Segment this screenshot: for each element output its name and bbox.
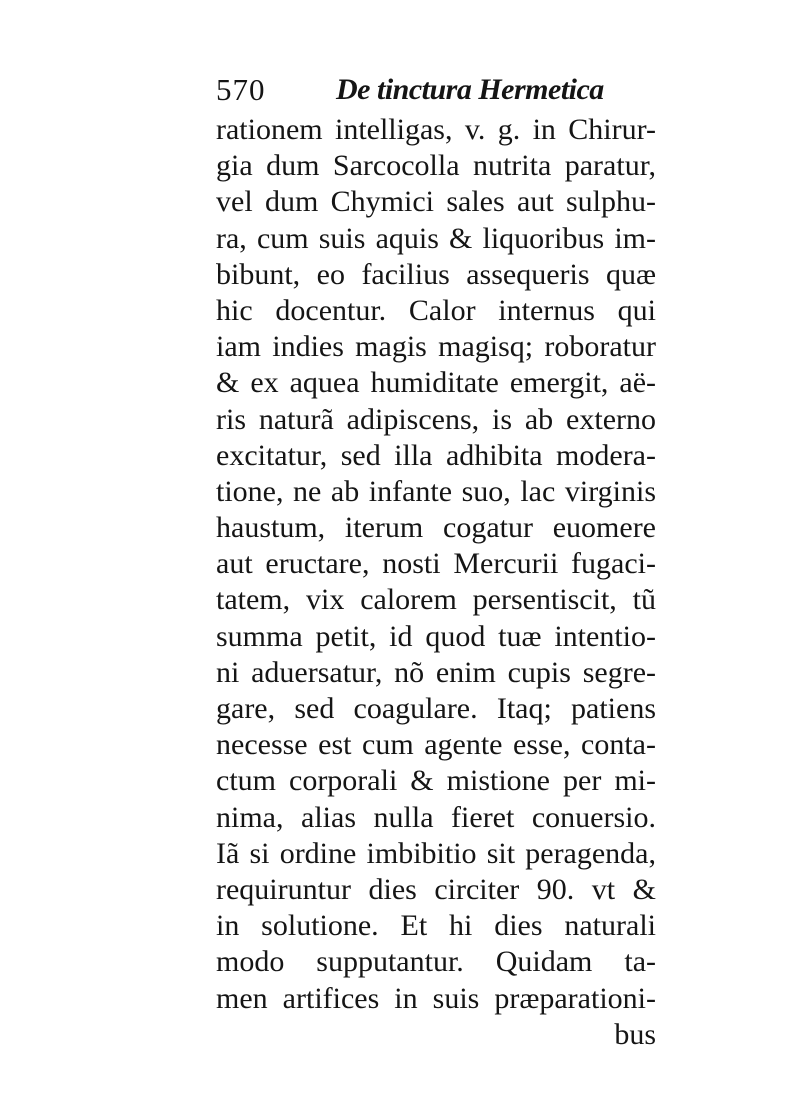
text-line: rationem intelligas, v. g. in Chirur- (216, 113, 656, 146)
text-line: requiruntur dies circiter 90. vt & (216, 872, 656, 906)
text-line: modo supputantur. Quidam ta- (216, 945, 656, 979)
text-line: nima, alias nulla fieret conuersio. (216, 800, 656, 834)
page-number: 570 (216, 72, 266, 107)
running-head: De tinctura Hermetica (336, 73, 604, 106)
text-line: aut eructare, nosti Mercurii fugaci- (216, 547, 656, 581)
text-line: iam indies magis magisq; roboratur (216, 330, 656, 364)
text-line: hic docentur. Calor internus qui (216, 293, 656, 327)
text-line: haustum, iterum cogatur euomere (216, 511, 656, 545)
page-header (216, 66, 656, 110)
text-line: excitatur, sed illa adhibita modera- (216, 438, 656, 472)
text-line: in solutione. Et hi dies naturali (216, 909, 656, 943)
text-line: & ex aquea humiditate emergit, aë- (216, 366, 656, 400)
text-line: gia dum Sarcocolla nutrita paratur, (216, 149, 656, 183)
text-line: men artifices in suis præparationi- (216, 981, 656, 1015)
text-line: necesse est cum agente esse, conta- (216, 728, 656, 762)
text-line: ctum corporali & mistione per mi- (216, 764, 656, 798)
text-line: bibunt, eo facilius assequeris quæ (216, 257, 656, 291)
text-line: tione, ne ab infante suo, lac virginis (216, 474, 656, 508)
text-line: ris naturã adipiscens, is ab externo (216, 402, 656, 436)
text-line: Iã si ordine imbibitio sit peragenda, (216, 836, 656, 870)
catchword: bus (614, 1017, 656, 1051)
body-text (216, 112, 656, 1053)
text-line: tatem, vix calorem persentiscit, tũ (216, 583, 656, 617)
text-line: ra, cum suis aquis & liquoribus im- (216, 221, 656, 255)
text-line: vel dum Chymici sales aut sulphu- (216, 185, 656, 219)
text-line: gare, sed coagulare. Itaq; patiens (216, 692, 656, 725)
text-line: summa petit, id quod tuæ intentio- (216, 619, 656, 653)
text-line: ni aduersatur, nõ enim cupis segre- (216, 655, 656, 689)
